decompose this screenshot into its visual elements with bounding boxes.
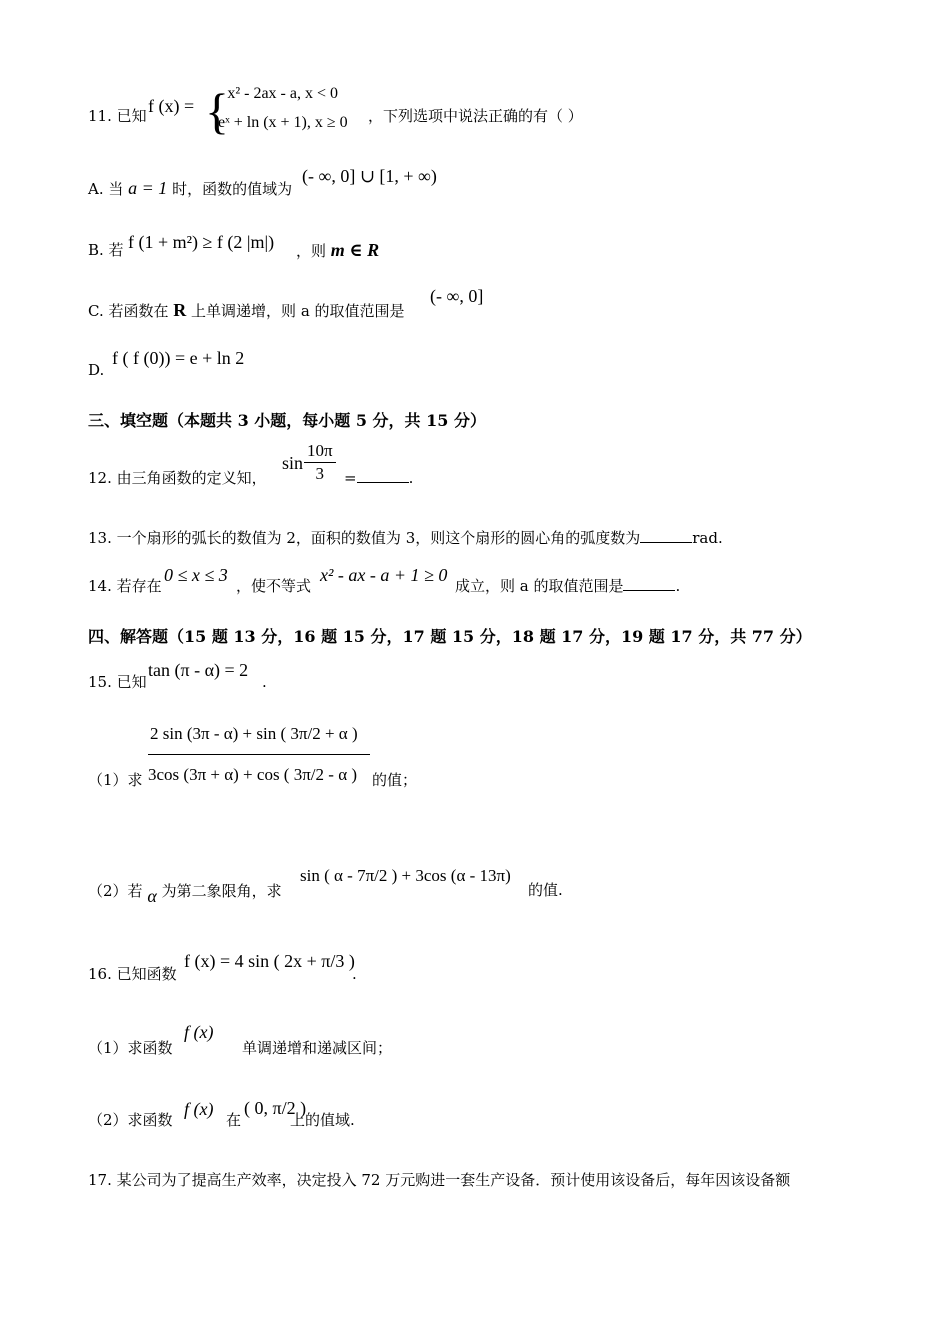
option-c-R: R <box>173 300 187 320</box>
q16-part2-prefix: （2）求函数 <box>88 1111 173 1129</box>
option-b-prefix: B. 若 <box>88 241 124 259</box>
option-a-range: (- ∞, 0] ∪ [1, + ∞) <box>302 166 437 186</box>
q13-stem <box>88 528 723 548</box>
q11-option-d: D. <box>88 361 105 379</box>
q12-numerator: 10π <box>304 440 336 463</box>
q15-part1-prefix: （1）求 <box>88 771 143 789</box>
q11-case-1: - x² - 2ax - a, x < 0 <box>218 85 339 102</box>
q15-part1-tail: 的值； <box>372 771 418 789</box>
q15-part1-numerator: 2 sin (3π - α) + sin ( 3π/2 + α ) <box>150 724 358 743</box>
q12-end: . <box>408 469 414 487</box>
q12-answer <box>344 468 413 488</box>
q17-stem: 17. 某公司为了提高生产效率，决定投入 72 万元购进一套生产设备．预计使用该设备后，每年因该设备额 <box>88 1171 791 1189</box>
option-a-prefix: A. 当 <box>88 180 124 198</box>
q16-part1-f: f (x) <box>184 1022 214 1042</box>
q16-part2-tail: 上的值域. <box>290 1111 355 1129</box>
piecewise-brace: { <box>205 83 229 139</box>
q12-fraction <box>304 440 336 485</box>
q16-part2-in: 在 <box>226 1111 242 1129</box>
q14-tail <box>455 576 680 596</box>
q12-denominator: 3 <box>315 464 325 483</box>
q14-blank <box>623 576 675 591</box>
option-b-then <box>296 240 379 261</box>
section-4-heading: 四、解答题（15 题 13 分，16 题 15 分，17 题 15 分，18 题 17 分，19 题 17 分，共 77 分） <box>88 627 812 646</box>
section-3-heading: 三、填空题（本题共 3 小题，每小题 5 分，共 15 分） <box>88 411 486 430</box>
q14-inequality: x² - ax - a + 1 ≥ 0 <box>320 565 448 585</box>
option-a-math: a = 1 <box>128 178 168 198</box>
q15-part1-fraction <box>148 718 370 785</box>
q12-equals: = <box>344 469 357 487</box>
q13-text: 13. 一个扇形的弧长的数值为 2，面积的数值为 3，则这个扇形的圆心角的弧度数为 <box>88 529 641 547</box>
q16-part2-f: f (x) <box>184 1099 214 1119</box>
q14-condition: 0 ≤ x ≤ 3 <box>164 565 228 585</box>
q15-part2-tail: 的值. <box>528 881 563 899</box>
q16-stem: 16. 已知函数 <box>88 965 177 983</box>
q11-tail: ，下列选项中说法正确的有（ ） <box>368 107 583 125</box>
q15-part2-alpha: α <box>147 886 157 906</box>
q16-function: f (x) = 4 sin ( 2x + π/3 ) <box>184 951 355 971</box>
q15-given: tan (π - α) = 2 <box>148 660 249 680</box>
option-c-mid: 上单调递增，则 a 的取值范围是 <box>191 302 405 320</box>
option-d-math: f ( f (0)) = e + ln 2 <box>112 348 245 368</box>
q15-part2-mid: 为第二象限角，求 <box>161 882 282 900</box>
q12-sin: sin <box>282 453 304 473</box>
q15-part2-prefix: （2）若 <box>88 882 143 900</box>
q11-option-a <box>88 178 292 199</box>
q11-option-b <box>88 240 124 260</box>
q11-case-2: eˣ + ln (x + 1), x ≥ 0 <box>218 114 348 131</box>
option-c-range: (- ∞, 0] <box>430 286 484 306</box>
option-b-math: f (1 + m²) ≥ f (2 |m|) <box>128 232 275 252</box>
q16-part1-prefix: （1）求函数 <box>88 1039 173 1057</box>
option-b-tail: m ∈ R <box>330 240 380 260</box>
q15-part1-denominator: 3cos (3π + α) + cos ( 3π/2 - α ) <box>148 765 358 784</box>
q13-blank <box>640 528 692 543</box>
q16-part2-interval: ( 0, π/2 ) <box>244 1098 307 1118</box>
q11-function-name: f (x) = <box>148 96 195 116</box>
option-a-mid: 时，函数的值域为 <box>172 180 293 198</box>
q16-end: . <box>352 965 357 983</box>
q11-stem <box>88 106 147 126</box>
q16-part1-tail: 单调递增和递减区间； <box>242 1039 393 1057</box>
q14-stem: 14. 若存在 <box>88 577 162 595</box>
q12-blank <box>357 468 409 483</box>
q14-tail-text: 成立，则 a 的取值范围是 <box>455 577 624 595</box>
q14-mid: ，使不等式 <box>236 577 312 595</box>
option-b-mid: ，则 <box>296 242 327 260</box>
q15-part2 <box>88 880 282 906</box>
q12-stem: 12. 由三角函数的定义知， <box>88 469 267 487</box>
q13-unit: rad. <box>692 529 723 547</box>
q15-stem: 15. 已知 <box>88 673 147 691</box>
q11-number: 11. 已知 <box>88 107 147 125</box>
q11-option-c <box>88 300 405 321</box>
q15-part2-expression: sin ( α - 7π/2 ) + 3cos (α - 13π) <box>300 866 511 885</box>
q14-end: . <box>675 577 681 595</box>
q15-end: . <box>262 673 267 691</box>
option-c-prefix: C. 若函数在 <box>88 302 169 320</box>
